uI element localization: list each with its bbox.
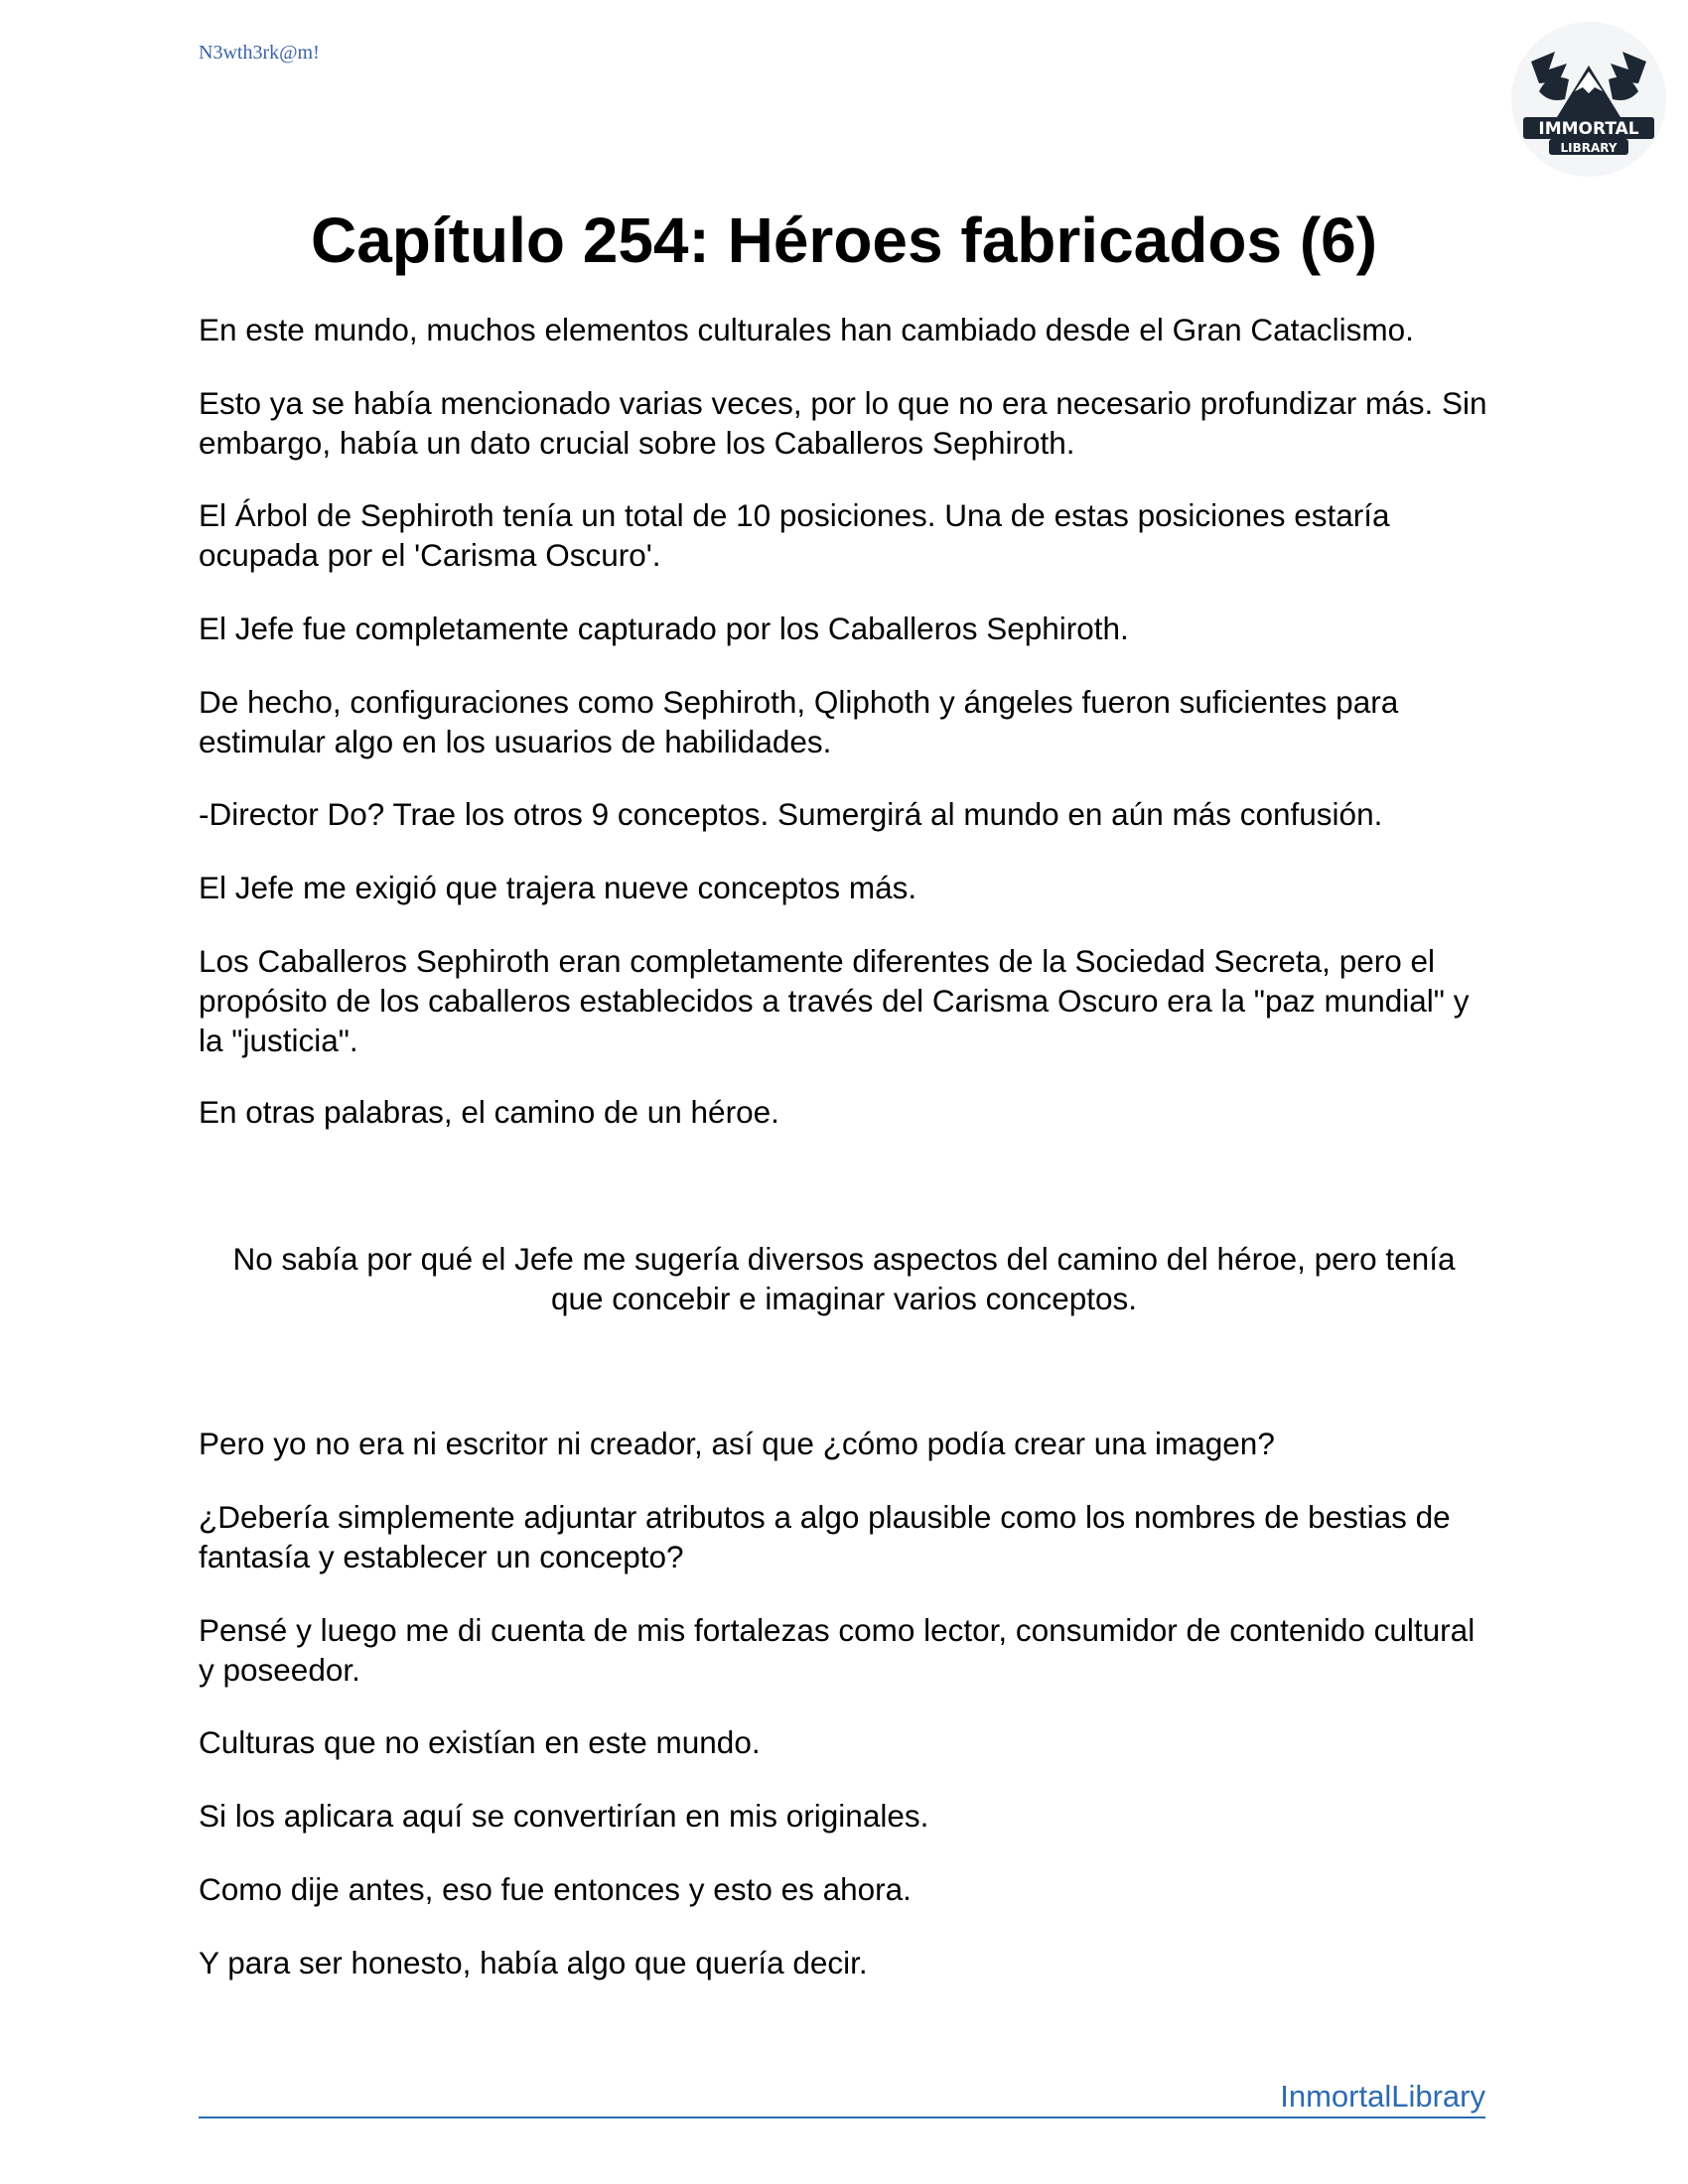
logo-line2: LIBRARY	[1560, 141, 1618, 155]
footer-divider	[199, 2116, 1485, 2118]
paragraph: Pensé y luego me di cuenta de mis fortalezas como lector, consumidor de contenido cultural y poseedor.	[199, 1612, 1476, 1688]
watermark-text: N3wth3rk@m!	[199, 42, 320, 64]
paragraph: El Jefe me exigió que trajera nueve conceptos más.	[199, 870, 917, 905]
paragraph: Pero yo no era ni escritor ni creador, así que ¿cómo podía crear una imagen?	[199, 1426, 1275, 1461]
paragraph: Culturas que no existían en este mundo.	[199, 1724, 761, 1760]
paragraph: El Jefe fue completamente capturado por los Caballeros Sephiroth.	[199, 611, 1129, 646]
paragraph: Si los aplicara aquí se convertirían en mis originales.	[199, 1798, 929, 1834]
paragraph: En este mundo, muchos elementos culturales han cambiado desde el Gran Cataclismo.	[199, 312, 1414, 347]
chapter-title: Capítulo 254: Héroes fabricados (6)	[310, 205, 1378, 276]
logo-line1: IMMORTAL	[1538, 119, 1639, 139]
footer-library-link[interactable]: InmortalLibrary	[1280, 2079, 1485, 2114]
paragraph: Y para ser honesto, había algo que quería decir.	[199, 1945, 868, 1980]
paragraph: Los Caballeros Sephiroth eran completamente diferentes de la Sociedad Secreta, pero el propósito de los caballeros establecidos a través del Carisma Oscuro era la "paz mundial" y la "justicia".	[199, 943, 1470, 1058]
immortal-library-logo	[1509, 22, 1668, 181]
centered-paragraph: No sabía por qué el Jefe me sugería diversos aspectos del camino del héroe, pero tenía que concebir e imaginar varios conceptos.	[232, 1241, 1456, 1316]
paragraph: De hecho, configuraciones como Sephiroth, Qliphoth y ángeles fueron suficientes para estimular algo en los usuarios de habilidades.	[199, 684, 1399, 759]
paragraph: ¿Debería simplemente adjuntar atributos a algo plausible como los nombres de bestias de fantasía y establecer un concepto?	[199, 1499, 1451, 1574]
paragraph: Como dije antes, eso fue entonces y esto es ahora.	[199, 1871, 912, 1907]
paragraph: Esto ya se había mencionado varias veces, por lo que no era necesario profundizar más. Sin embargo, había un dato crucial sobre los Caballeros Sephiroth.	[199, 385, 1487, 461]
paragraph: El Árbol de Sephiroth tenía un total de 10 posiciones. Una de estas posiciones estaría ocupada por el 'Carisma Oscuro'.	[199, 497, 1390, 573]
paragraph: En otras palabras, el camino de un héroe.	[199, 1094, 779, 1130]
paragraph: -Director Do? Trae los otros 9 conceptos. Sumergirá al mundo en aún más confusión.	[199, 796, 1383, 832]
